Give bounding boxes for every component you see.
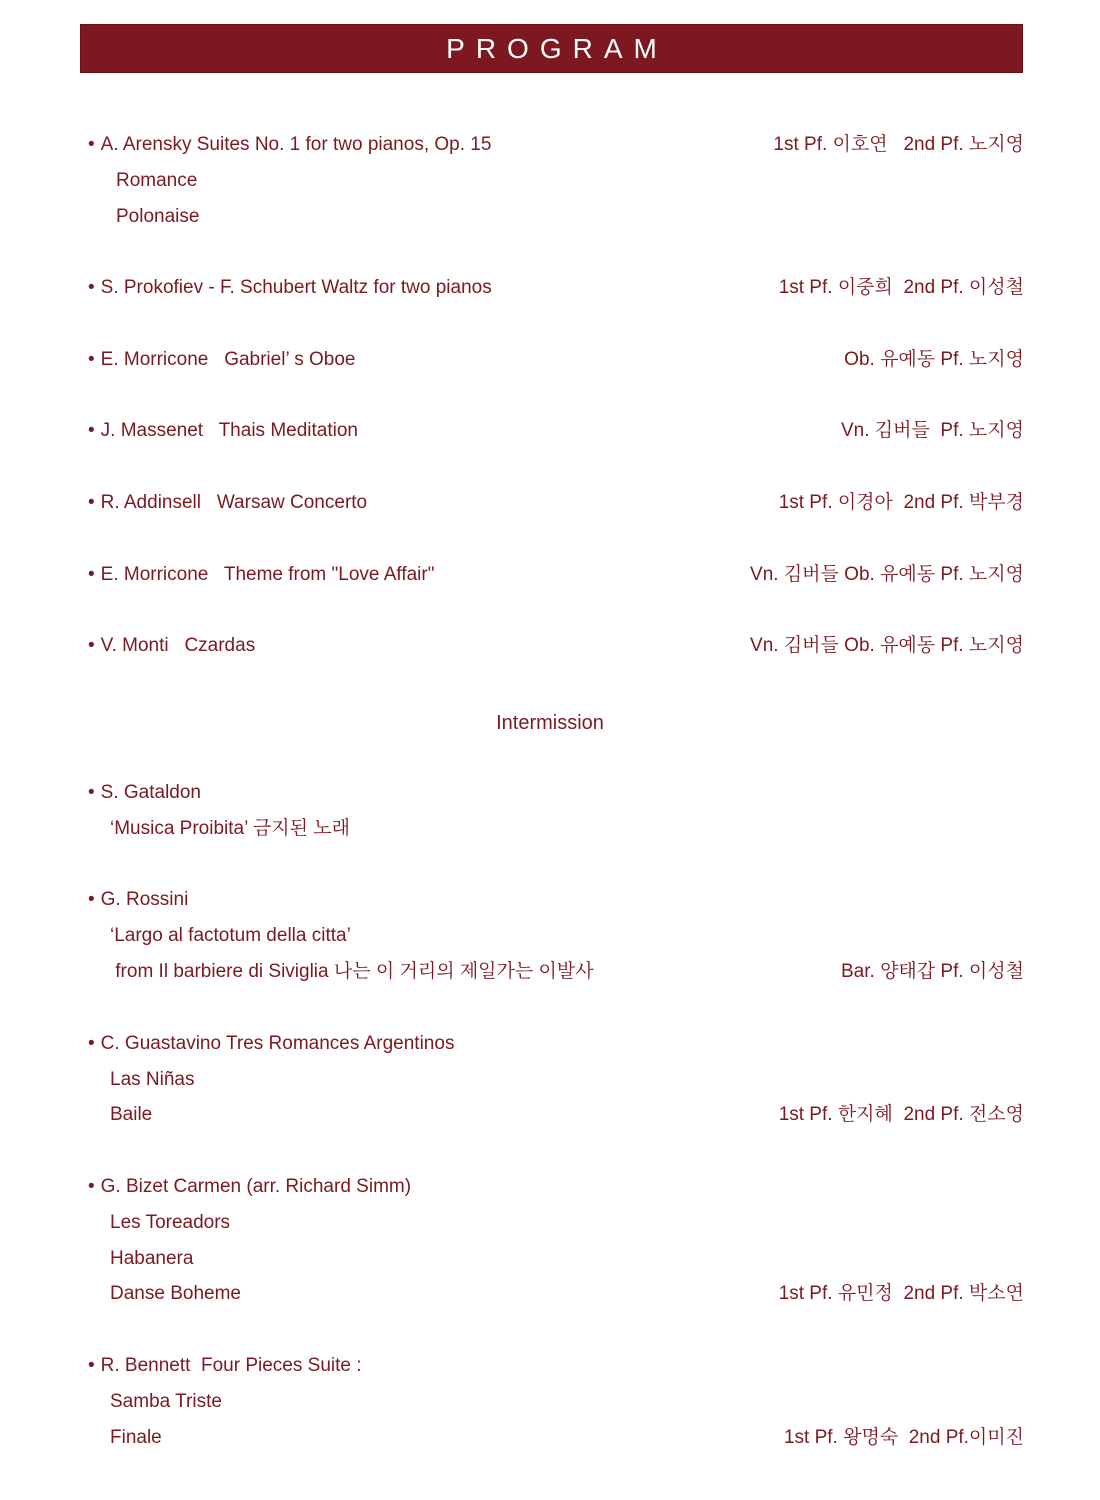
movement: Polonaise (116, 206, 200, 227)
movement: Finale (110, 1427, 162, 1448)
bullet-icon: • (88, 635, 95, 656)
piece-title: V. Monti Czardas (100, 635, 256, 656)
program-item (88, 491, 367, 515)
program-item (88, 1032, 454, 1056)
bullet-icon: • (88, 277, 95, 298)
performers: Vn. 김버들 Ob. 유예동 Pf. 노지영 (750, 635, 1024, 656)
page-title: PROGRAM (446, 32, 668, 64)
movement: Les Toreadors (110, 1212, 231, 1233)
piece-title: S. Gataldon (100, 782, 201, 803)
program-item (88, 276, 492, 300)
bullet-icon: • (88, 1355, 95, 1376)
program-item (88, 419, 358, 443)
piece-title: E. Morricone Theme from "Love Affair" (100, 564, 435, 585)
movement: Samba Triste (110, 1391, 222, 1412)
movement: Baile (110, 1104, 153, 1125)
bullet-icon: • (88, 889, 95, 910)
piece-subtitle: ‘Largo al factotum della citta’ (110, 925, 351, 946)
program-item (88, 1354, 362, 1378)
piece-subtitle: ‘Musica Proibita’ 금지된 노래 (110, 818, 350, 839)
performers: 1st Pf. 이호연 2nd Pf. 노지영 (773, 134, 1024, 155)
piece-title: C. Guastavino Tres Romances Argentinos (100, 1033, 455, 1054)
movement: Las Niñas (110, 1069, 195, 1090)
bullet-icon: • (88, 564, 95, 585)
program-item (88, 634, 255, 658)
program-item (88, 781, 201, 805)
bullet-icon: • (88, 492, 95, 513)
piece-title: A. Arensky Suites No. 1 for two pianos, Op. 15 (100, 134, 492, 155)
performers: Bar. 양태갑 Pf. 이성철 (841, 961, 1024, 982)
bullet-icon: • (88, 782, 95, 803)
bullet-icon: • (88, 1176, 95, 1197)
movement: Romance (116, 170, 198, 191)
piece-title: J. Massenet Thais Meditation (100, 420, 358, 441)
piece-subtitle: from Il barbiere di Siviglia 나는 이 거리의 제일가는 이발사 (110, 961, 594, 982)
piece-title: R. Bennett Four Pieces Suite : (100, 1355, 362, 1376)
performers: 1st Pf. 한지혜 2nd Pf. 전소영 (778, 1104, 1024, 1125)
bullet-icon: • (88, 349, 95, 370)
performers: 1st Pf. 유민정 2nd Pf. 박소연 (778, 1283, 1024, 1304)
piece-title: R. Addinsell Warsaw Concerto (100, 492, 368, 513)
movement: Danse Boheme (110, 1283, 241, 1304)
performers: 1st Pf. 이중희 2nd Pf. 이성철 (778, 277, 1024, 298)
intermission-heading: Intermission (496, 712, 604, 734)
piece-title: G. Bizet Carmen (arr. Richard Simm) (100, 1176, 412, 1197)
bullet-icon: • (88, 1033, 95, 1054)
program-header (80, 24, 1023, 73)
bullet-icon: • (88, 134, 95, 155)
performers: Ob. 유예동 Pf. 노지영 (844, 349, 1024, 370)
program-item (88, 1175, 411, 1199)
bullet-icon: • (88, 420, 95, 441)
piece-title: G. Rossini (100, 889, 189, 910)
piece-title: E. Morricone Gabriel’ s Oboe (100, 349, 356, 370)
performers: Vn. 김버들 Pf. 노지영 (841, 420, 1024, 441)
program-item (88, 563, 434, 587)
program-item (88, 888, 188, 912)
performers: Vn. 김버들 Ob. 유예동 Pf. 노지영 (750, 564, 1024, 585)
performers: 1st Pf. 왕명숙 2nd Pf.이미진 (783, 1427, 1024, 1448)
program-item (88, 348, 356, 372)
performers: 1st Pf. 이경아 2nd Pf. 박부경 (778, 492, 1024, 513)
program-item (88, 133, 491, 157)
piece-title: S. Prokofiev - F. Schubert Waltz for two pianos (100, 277, 492, 298)
movement: Habanera (110, 1248, 194, 1269)
